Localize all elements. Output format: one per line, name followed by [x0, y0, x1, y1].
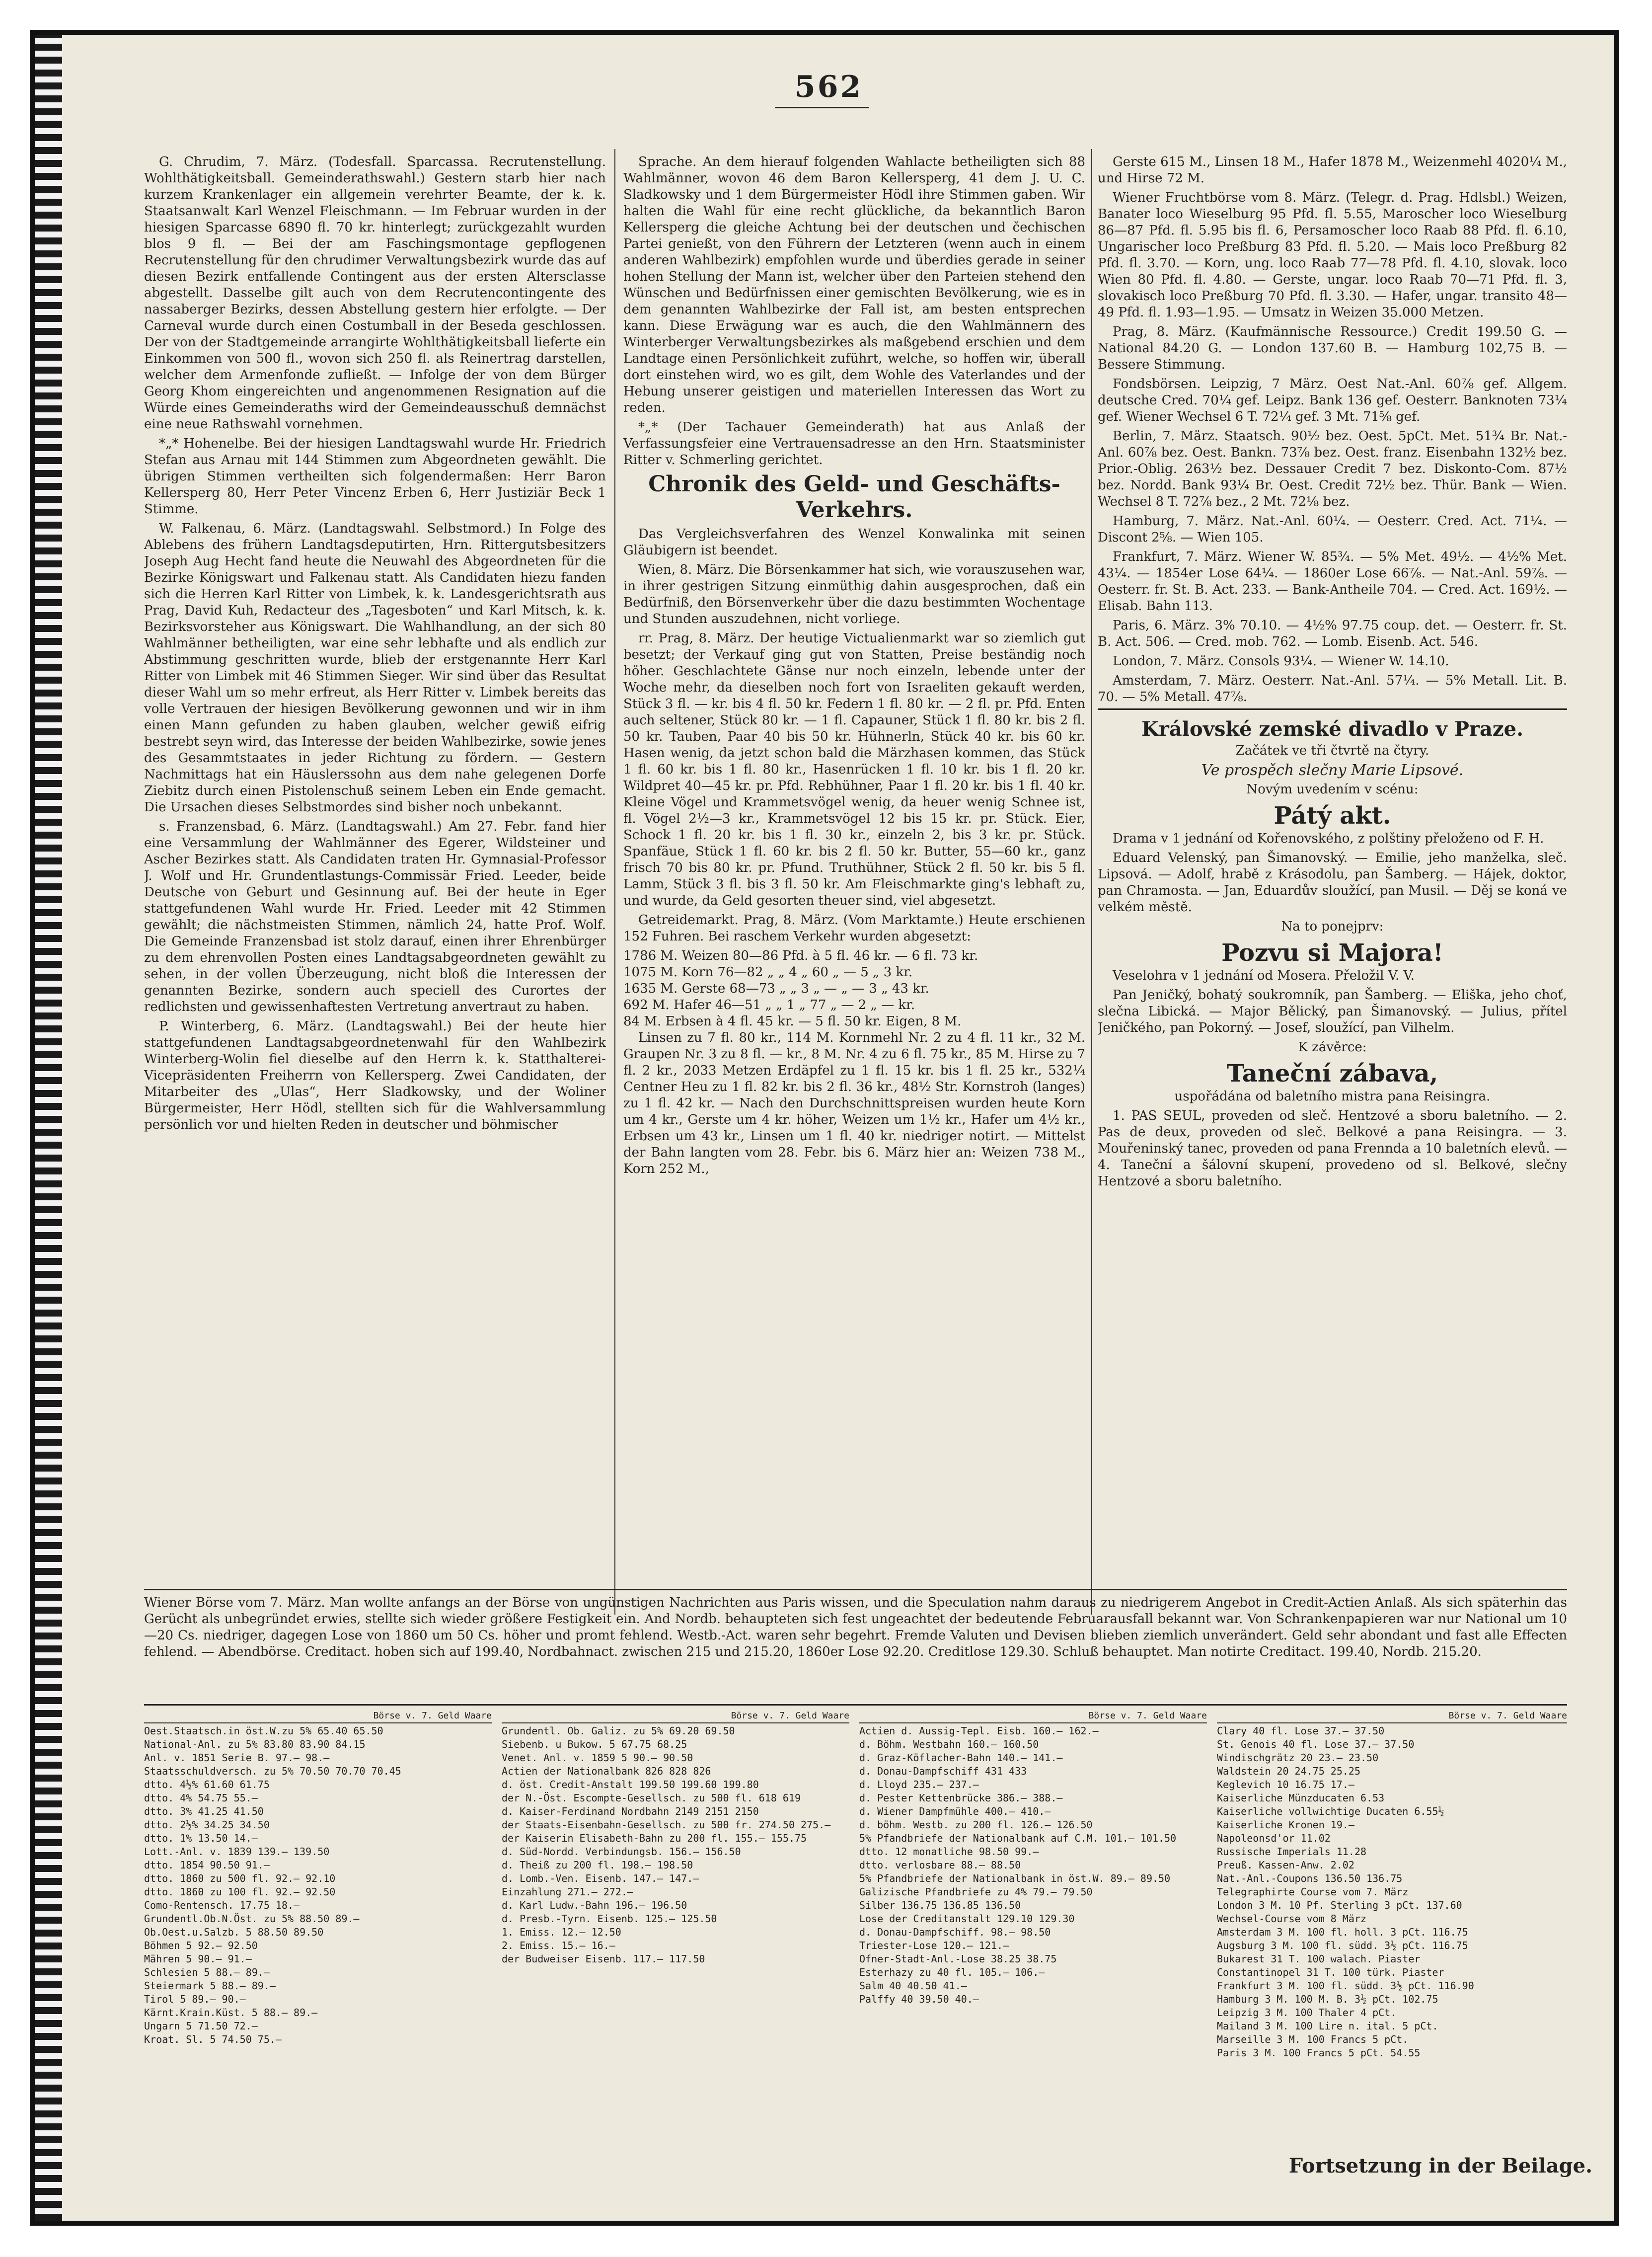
- table-row: 1. Emiss. 12.— 12.50: [502, 1926, 621, 1938]
- table-row: Tirol 5 89.— 90.—: [144, 1993, 246, 2005]
- table-row: Nat.-Anl.-Coupons 136.50 136.75: [1217, 1872, 1403, 1884]
- table-row: Steiermark 5 88.— 89.—: [144, 1980, 276, 1992]
- table-row: Mähren 5 90.— 91.—: [144, 1953, 252, 1965]
- table-row: Ob.Oest.u.Salzb. 5 88.50 89.50: [144, 1926, 324, 1938]
- table-row: Frankfurt 3 M. 100 fl. südd. 3½ pCt. 116.90: [1217, 1980, 1474, 1992]
- list-item: 1635 M. Gerste 68—73 „ „ 3 „ — „ — 3 „ 43 kr.: [623, 981, 929, 996]
- article-winterberg-cont: Sprache. An dem hierauf folgenden Wahlacte betheiligten sich 88 Wahlmänner, wovon 46 dem Baron Kellersperg, 41 dem J. U. C. Sladkowsky und 1 dem Bürgermeister Hödl ihre Stimmen gaben. Wir halten die Wahl für eine recht glückliche, da bekanntlich Baron Kellersperg die gleiche Achtung bei der deutschen und čechischen Partei genießt, von den Führern der Letzteren (wenn auch in einem anderen Wahlbezirk) empfohlen wurde und überdies gerade in seiner hohen Stellung der Mann ist, welcher über den Parteien stehend den Wünschen und Bedürfnissen einer gemischten Bevölkerung, wie es in dem genannten Wahlbezirke der Fall ist, am besten entsprechen kann. Diese Erwägung war es auch, die den Wahlmännern des Winterberger Verwaltungsbezirkes als maßgebend erschien und dem Landtage einen Persönlichkeit zuführt, welche, so hoffen wir, überall dort einstehen wird, wo es gilt, dem Wohle des Vaterlandes und der Hebung unserer geistigen und materiellen Interessen das Wort zu reden.: [623, 155, 1085, 415]
- table-row: d. böhm. Westb. zu 200 fl. 126.— 126.50: [859, 1819, 1093, 1831]
- table-row: Palffy 40 39.50 40.—: [859, 1993, 979, 2005]
- table-row: d. Süd-Nordd. Verbindungsb. 156.— 156.50: [502, 1846, 741, 1858]
- play2-desc: Veselohra v 1 jednání od Mosera. Přeložil V. V.: [1113, 968, 1415, 983]
- table-row: Actien d. Aussig-Tepl. Eisb. 160.— 162.—: [859, 1725, 1099, 1737]
- table-row: dtto. 4% 54.75 55.—: [144, 1792, 258, 1804]
- table-header: Börse v. 7. Geld Waare: [502, 1709, 849, 1723]
- table-row: 5% Pfandbriefe der Nationalbank auf C.M. 101.— 101.50: [859, 1832, 1177, 1844]
- theatre-start: Začátek ve tři čtvrtě na čtyry.: [1235, 743, 1429, 758]
- column-3: [1098, 154, 1567, 1615]
- table-row: Preuß. Kassen-Anw. 2.02: [1217, 1859, 1354, 1871]
- list-item: 1786 M. Weizen 80—86 Pfd. à 5 fl. 46 kr. — 6 fl. 73 kr.: [623, 948, 978, 963]
- table-row: Actien der Nationalbank 826 828 826: [502, 1765, 711, 1777]
- table-row: Paris 3 M. 100 Francs 5 pCt. 54.55: [1217, 2047, 1421, 2059]
- play1-title: Pátý akt.: [1274, 802, 1391, 830]
- table-row: dtto. 1860 zu 500 fl. 92.— 92.10: [144, 1872, 336, 1884]
- section-heading-chronik: Chronik des Geld- und Geschäfts-Verkehrs.: [648, 471, 1060, 523]
- article-tachau: *„* (Der Tachauer Gemeinderath) hat aus Anlaß der Verfassungsfeier eine Vertrauensadresse an den Hrn. Staatsminister Ritter v. Schmerling gerichtet.: [623, 420, 1085, 467]
- table-row: dtto. verlosbare 88.— 88.50: [859, 1859, 1021, 1871]
- article-prag-market: rr. Prag, 8. März. Der heutige Victualienmarkt war so ziemlich gut besetzt; der Verkauf ging gut von Statten, Preise beständig noch höher. Geschlachtete Gänse nur noch einzeln, lebende unter der Woche mehr, da dieselben noch fort von Israeliten gekauft werden, Stück 3 fl. — kr. bis 4 fl. 50 kr. Federn 1 fl. 80 kr. — 2 fl. pr. Pfd. Enten auch seltener, Stück 80 kr. — 1 fl. Capauner, Stück 1 fl. 80 kr. bis 2 fl. 50 kr. Tauben, Paar 40 bis 50 kr. Hühnerln, Stück 40 kr. bis 60 kr. Hasen wenig, da jetzt schon bald die Märzhasen kommen, das Stück 1 fl. 60 kr. bis 1 fl. 80 kr., Hasenrücken 1 fl. 10 kr. bis 1 fl. 20 kr. Wildpret 40—45 kr. pr. Pfd. Rebhühner, Paar 1 fl. 20 kr. bis 1 fl. 40 kr. Kleine Vögel und Krammetsvögel wenig, da heuer wenig Schnee ist, fl. Vögel 2½—3 kr., Krammetsvögel 12 bis 15 kr. pr. Stück. Eier, Schock 1 fl. 20 kr. bis 1 fl. 30 kr., einzeln 2, bis 3 kr. pr. Stück. Spanfäue, Stück 1 fl. 60 kr. bis 2 fl. 50 kr. Butter, 55—60 kr., ganz frisch 70 bis 80 kr. pr. Pfund. Truthühner, Stück 2 fl. 50 kr. bis 5 fl. Lamm, Stück 3 fl. bis 3 fl. 50 kr. Am Fleischmarkte ging's lebhaft zu, und wurde, da Geld gesorten theuer sind, viel abgesetzt.: [623, 631, 1085, 908]
- table-row: Leipzig 3 M. 100 Thaler 4 pCt.: [1217, 2007, 1397, 2019]
- page-number: 562: [795, 70, 863, 104]
- column-2: [623, 154, 1085, 1615]
- table-row: Kroat. Sl. 5 74.50 75.—: [144, 2033, 282, 2045]
- theatre-benefit: Ve prospěch slečny Marie Lipsové.: [1201, 762, 1464, 779]
- table-row: Grundentl. Ob. Galiz. zu 5% 69.20 69.50: [502, 1725, 735, 1737]
- article-franzensbad: s. Franzensbad, 6. März. (Landtagswahl.) Am 27. Febr. fand hier eine Versammlung der Wahlmänner des Egerer, Wildsteiner und Ascher Bezirkes statt. Als Candidaten traten Hr. Gymnasial-Professor J. Wolf und Hr. Grundentlastungs-Commissär Fried. Leeder, beide Deutsche von Geburt und Gesinnung auf. Bei der heute in Eger stattgefundenen Wahl wurde Hr. Fried. Leeder mit 42 Stimmen gewählt; die nächstmeisten Stimmen, nämlich 24, hatte Prof. Wolf. Die Gemeinde Franzensbad ist stolz darauf, einen ihrer Ehrenbürger zu dem ehrenvollen Posten eines Landtagsabgeordneten gewählt zu sehen, in der vollen Überzeugung, nicht bloß die Interessen der genannten Bezirke, sondern auch speciell des Curortes der redlichsten und gewissenhaftesten Vertretung anvertraut zu haben.: [144, 819, 606, 1014]
- column-1: [144, 154, 606, 1615]
- table-row: Schlesien 5 88.— 89.—: [144, 1966, 270, 1978]
- article-konwalinka: Das Vergleichsverfahren des Wenzel Konwalinka mit seinen Gläubigern ist beendet.: [623, 527, 1085, 558]
- table-row: dtto. 3% 41.25 41.50: [144, 1805, 264, 1817]
- table-row: Galizische Pfandbriefe zu 4% 79.— 79.50: [859, 1886, 1093, 1898]
- list-item: 692 M. Hafer 46—51 „ „ 1 „ 77 „ — 2 „ — kr.: [623, 998, 915, 1012]
- article-falkenau: W. Falkenau, 6. März. (Landtagswahl. Selbstmord.) In Folge des Ablebens des frühern Landtagsdeputirten, Hrn. Rittergutsbesitzers Joseph Aug Hecht fand heute die Neuwahl des Abgeordneten für die Bezirke Königswart und Falkenau statt. Als Candidaten hiezu fanden sich die Herren Karl Ritter von Limbek, k. k. Landesgerichtsrath aus Prag, David Kuh, Redacteur des „Tagesboten“ und Karl Mitsch, k. k. Bezirksvorsteher aus Königswart. Die Wahlhandlung, an der sich 80 Wahlmänner betheiligten, war eine sehr lebhafte und als endlich zur Abstimmung geschritten wurde, blieb der erstgenannte Herr Karl Ritter von Limbek mit 46 Stimmen Sieger. Wir sind über das Resultat dieser Wahl um so mehr erfreut, als Herr Ritter v. Limbek bereits das volle Vertrauen der hiesigen Bevölkerung gewonnen und wir in ihm einen Mann gefunden zu haben glauben, welcher gewiß eifrig bestrebt seyn wird, das Interesse der beiden Wahlbezirke, sowie jenes des Gesammtstaates in jeder Richtung zu fördern. — Gestern Nachmittags hat ein Häuslerssohn aus dem nahe gelegenen Dorfe Ziebitz durch einen Pistolenschuß seinem Leben ein Ende gemacht. Die Ursachen dieses Selbstmordes sind bisher noch unbekannt.: [144, 521, 606, 815]
- table-row: d. Donau-Dampfschiff. 98.— 98.50: [859, 1926, 1051, 1938]
- binding-edge: [35, 35, 62, 2221]
- theatre-announcement: [1098, 708, 1567, 1190]
- table-row: Windischgrätz 20 23.— 23.50: [1217, 1752, 1379, 1764]
- table-row: Triester-Lose 120.— 121.—: [859, 1940, 1009, 1951]
- article-leipzig: Fondsbörsen. Leipzig, 7 März. Oest Nat.-Anl. 60⅞ gef. Allgem. deutsche Cred. 70¼ gef. Leipz. Bank 136 gef. Oesterr. Banknoten 73¼ gef. Wiener Wechsel 6 T. 72¼ gef. 3 Mt. 71⅝ gef.: [1098, 377, 1567, 424]
- table-row: d. Wiener Dampfmühle 400.— 410.—: [859, 1805, 1051, 1817]
- column-divider: [1091, 149, 1092, 1615]
- dance-items: 1. PAS SEUL, proveden od sleč. Hentzové a sboru baletního. — 2. Pas de deux, proveden od sleč. Belkové a pana Reisingra. — 3. Mouřeninský tanec, proveden od pana Frennda a 10 baletních elevů. — 4. Taneční a šálovní skupení, provedeno od sl. Belkové, slečny Hentzové a sboru baletního.: [1098, 1108, 1567, 1189]
- table-row: St. Genois 40 fl. Lose 37.— 37.50: [1217, 1738, 1415, 1750]
- table-row: Kärnt.Krain.Küst. 5 88.— 89.—: [144, 2007, 318, 2019]
- article-berlin: Berlin, 7. März. Staatsch. 90½ bez. Oest. 5pCt. Met. 51¾ Br. Nat.-Anl. 60⅞ bez. Oest. Bankn. 73⅞ bez. Oest. franz. Eisenbahn 132½ bez. Prior.-Oblig. 263½ bez. Dessauer Credit 7 bez. Diskonto-Com. 87½ bez. Nordd. Bank 93¼ Br. Oest. Credit 72½ bez. Thür. Bank — Wien. Wechsel 8 T. 72⅞ bez., 2 Mt. 72⅛ bez.: [1098, 429, 1567, 509]
- article-getreidemarkt-cont: Linsen zu 7 fl. 80 kr., 114 M. Kornmehl Nr. 2 zu 4 fl. 11 kr., 32 M. Graupen Nr. 3 zu 8 fl. — kr., 8 M. Nr. 4 zu 6 fl. 75 kr., 85 M. Hirse zu 7 fl. 2 kr., 2033 Metzen Erdäpfel zu 1 fl. 15 kr. bis 1 fl. 25 kr., 532¼ Centner Heu zu 1 fl. 82 kr. bis 2 fl. 36 kr., 48½ Str. Kornstroh (langes) zu 1 fl. 42 kr. — Nach den Durchschnittspreisen wurden heute Korn um 4 kr., Gerste um 4 kr. höher, Weizen um 1½ kr., Hafer um 4½ kr., Erbsen um 43 kr., Linsen um 1 fl. 40 kr. niedriger notirt. — Mittelst der Bahn langten vom 28. Febr. bis 6. März hier an: Weizen 738 M., Korn 252 M.,: [623, 1030, 1085, 1176]
- table-row: der Kaiserin Elisabeth-Bahn zu 200 fl. 155.— 155.75: [502, 1832, 807, 1844]
- table-4: [1217, 1709, 1567, 2146]
- table-header: Börse v. 7. Geld Waare: [144, 1709, 492, 1723]
- section-rule: [144, 1589, 1567, 1590]
- table-row: Ungarn 5 71.50 72.—: [144, 2020, 258, 2032]
- table-row: d. Pester Kettenbrücke 386.— 388.—: [859, 1792, 1063, 1804]
- table-row: d. Presb.-Tyrn. Eisenb. 125.— 125.50: [502, 1913, 717, 1925]
- table-row: Wechsel-Course vom 8 März: [1217, 1913, 1367, 1925]
- table-row: d. Kaiser-Ferdinand Nordbahn 2149 2151 2150: [502, 1805, 759, 1817]
- table-row: Marseille 3 M. 100 Francs 5 pCt.: [1217, 2033, 1409, 2045]
- article-london: London, 7. März. Consols 93¼. — Wiener W. 14.10.: [1113, 654, 1449, 669]
- table-row: Amsterdam 3 M. 100 fl. holl. 3 pCt. 116.75: [1217, 1926, 1468, 1938]
- table-row: Kaiserliche Münzducaten 6.53: [1217, 1792, 1385, 1804]
- continuation-note: Fortsetzung in der Beilage.: [1288, 2154, 1592, 2178]
- dance-desc: uspořádána od baletního mistra pana Reisingra.: [1174, 1089, 1491, 1104]
- table-row: Grundentl.Ob.N.Öst. zu 5% 88.50 89.—: [144, 1913, 360, 1925]
- theatre-end: K závěrce:: [1298, 1040, 1367, 1055]
- table-row: Silber 136.75 136.85 136.50: [859, 1899, 1021, 1911]
- table-row: dtto. 12 monatliche 98.50 99.—: [859, 1846, 1039, 1858]
- table-row: Como-Rentensch. 17.75 18.—: [144, 1899, 300, 1911]
- table-row: Kaiserliche Kronen 19.—: [1217, 1819, 1354, 1831]
- exchange-tables: [144, 1709, 1567, 2156]
- table-row: d. Theiß zu 200 fl. 198.— 198.50: [502, 1859, 693, 1871]
- table-row: d. Graz-Köflacher-Bahn 140.— 141.—: [859, 1752, 1063, 1764]
- article-grain-arrivals: Gerste 615 M., Linsen 18 M., Hafer 1878 M., Weizenmehl 4020¼ M., und Hirse 72 M.: [1098, 155, 1567, 186]
- article-fruchtboerse: Wiener Fruchtbörse vom 8. März. (Telegr. d. Prag. Hdlsbl.) Weizen, Banater loco Wieselburg 95 Pfd. fl. 5.55, Maroscher loco Wieselburg 86—87 Pfd. fl. 5.95 bis fl. 6, Persamoscher loco Raab 88 Pfd. fl. 6.10, Ungarischer loco Preßburg 83 Pfd. fl. 5.20. — Mais loco Preßburg 82 Pfd. fl. 3.70. — Korn, ung. loco Raab 77—78 Pfd. fl. 4.10, slovak. loco Wien 80 Pfd. fl. 4.80. — Gerste, ungar. loco Raab 70—71 Pfd. fl. 3, slovakisch loco Preßburg 70 Pfd. fl. 3.30. — Hafer, ungar. transito 48—49 Pfd. fl. 1.93—1.95. — Umsatz in Weizen 35.000 Metzen.: [1098, 190, 1567, 320]
- list-item: 1075 M. Korn 76—82 „ „ 4 „ 60 „ — 5 „ 3 kr.: [623, 965, 913, 980]
- table-1: [144, 1709, 492, 2146]
- theatre-new: Novým uvedením v scénu:: [1246, 782, 1419, 797]
- table-row: Venet. Anl. v. 1859 5 90.— 90.50: [502, 1752, 693, 1764]
- article-wien: Wien, 8. März. Die Börsenkammer hat sich, wie vorauszusehen war, in ihrer gestrigen Sitzung einmüthig dahin ausgesprochen, daß ein Bedürfniß, den Börsenverkehr über die dazu bestimmten Wochentage und Stunden auszudehnen, nicht vorliege.: [623, 562, 1085, 626]
- play2-title: Pozvu si Majora!: [1221, 939, 1443, 967]
- table-row: Lose der Creditanstalt 129.10 129.30: [859, 1913, 1075, 1925]
- article-hohenelbe: *„* Hohenelbe. Bei der hiesigen Landtagswahl wurde Hr. Friedrich Stefan aus Arnau mit 144 Stimmen zum Abgeordneten gewählt. Die übrigen Stimmen vertheilten sich folgendermaßen: Herr Baron Kellersperg 80, Herr Peter Vincenz Erben 6, Herr Justiziär Beck 1 Stimme.: [144, 436, 606, 517]
- table-row: Ofner-Stadt-Anl.-Lose 38.25 38.75: [859, 1953, 1057, 1965]
- table-row: Anl. v. 1851 Serie B. 97.— 98.—: [144, 1752, 330, 1764]
- list-item: 84 M. Erbsen à 4 fl. 45 kr. — 5 fl. 50 kr. Eigen, 8 M.: [623, 1014, 962, 1029]
- page-number-rule: [775, 107, 869, 108]
- article-chrudim: G. Chrudim, 7. März. (Todesfall. Sparcassa. Recrutenstellung. Wohlthätigkeitsball. Gemeinderathswahl.) Gestern starb hier nach kurzem Krankenlager ein allgemein verehrter Beamte, der k. k. Staatsanwalt Karl Wenzel Fleischmann. — Im Februar wurden in der hiesigen Sparcasse 6890 fl. 70 kr. hinterlegt; zurückgezahlt wurden blos 9 fl. — Bei der am Faschingsmontage gepflogenen Recrutenstellung für den chrudimer Verwaltungsbezirk wurde das auf diesen Bezirk entfallende Contingent aus der ersten Altersclasse abgestellt. Dasselbe gilt auch von dem Recrutencontingente des nassaberger Bezirks, dessen Abstellung gestern hier erfolgte. — Der Carneval wurde durch einen Costumball in der Beseda geschlossen. Der von der Stadtgemeinde arrangirte Wohlthätigkeitsball lieferte ein Einkommen von 500 fl., wovon sich 250 fl. als Reinertrag darstellen, welcher dem Armenfonde zufließt. — Infolge der von dem Bürger Georg Khom eingereichten und angenommenen Resignation auf die Würde eines Gemeinderaths wird der Gemeindeausschuß demnächst eine neue Rathswahl vornehmen.: [144, 155, 606, 432]
- table-row: d. öst. Credit-Anstalt 199.50 199.60 199.80: [502, 1779, 759, 1790]
- table-row: Bukarest 31 T. 100 walach. Piaster: [1217, 1953, 1421, 1965]
- table-row: Salm 40 40.50 41.—: [859, 1980, 967, 1992]
- article-winterberg: P. Winterberg, 6. März. (Landtagswahl.) Bei der heute hier stattgefundenen Landtagsabgeordnetenwahl für den Wahlbezirk Winterberg-Wolin fiel dieselbe auf den Herrn k. k. Statthalterei-Vicepräsidenten Freiherrn von Kellersperg. Zwei Candidaten, der Mitarbeiter des „Ulas“, Herr Sladkowsky, und der Woliner Bürgermeister, Herr Hödl, stellten sich für die Wahlversammlung persönlich vor und hielten Reden in deutscher und böhmischer: [144, 1019, 606, 1132]
- table-row: d. Lomb.-Ven. Eisenb. 147.— 147.—: [502, 1872, 699, 1884]
- table-row: der Budweiser Eisenb. 117.— 117.50: [502, 1953, 705, 1965]
- table-row: 2. Emiss. 15.— 16.—: [502, 1940, 615, 1951]
- table-row: dtto. 1% 13.50 14.—: [144, 1832, 258, 1844]
- table-row: Hamburg 3 M. 100 M. B. 3½ pCt. 102.75: [1217, 1993, 1438, 2005]
- table-row: Telegraphirte Course vom 7. März: [1217, 1886, 1409, 1898]
- table-row: dtto. 4½% 61.60 61.75: [144, 1779, 270, 1790]
- article-getreidemarkt: Getreidemarkt. Prag, 8. März. (Vom Marktamte.) Heute erschienen 152 Fuhren. Bei raschem Verkehr wurden abgesetzt:: [623, 913, 1085, 944]
- table-row: Oest.Staatsch.in öst.W.zu 5% 65.40 65.50: [144, 1725, 383, 1737]
- table-row: Staatsschuldversch. zu 5% 70.50 70.70 70.45: [144, 1765, 401, 1777]
- table-row: d. Donau-Dampfschiff 431 433: [859, 1765, 1027, 1777]
- theatre-title: Královské zemské divadlo v Praze.: [1141, 717, 1523, 741]
- article-hamburg: Hamburg, 7. März. Nat.-Anl. 60¼. — Oesterr. Cred. Act. 71¼. — Discont 2⅝. — Wien 105.: [1098, 514, 1567, 545]
- section-rule: [144, 1704, 1567, 1706]
- table-row: dtto. 2½% 34.25 34.50: [144, 1819, 270, 1831]
- table-row: Esterhazy zu 40 fl. 105.— 106.—: [859, 1966, 1045, 1978]
- article-amsterdam: Amsterdam, 7. März. Oesterr. Nat.-Anl. 57¼. — 5% Metall. Lit. B. 70. — 5% Metall. 47⅞.: [1098, 673, 1567, 704]
- table-2: [502, 1709, 849, 2146]
- table-row: Waldstein 20 24.75 25.25: [1217, 1765, 1360, 1777]
- table-header: Börse v. 7. Geld Waare: [1217, 1709, 1567, 1723]
- table-row: Einzahlung 271.— 272.—: [502, 1886, 633, 1898]
- table-row: Lott.-Anl. v. 1839 139.— 139.50: [144, 1846, 330, 1858]
- table-row: Mailand 3 M. 100 Lire n. ital. 5 pCt.: [1217, 2020, 1438, 2032]
- table-row: Constantinopel 31 T. 100 türk. Piaster: [1217, 1966, 1444, 1978]
- table-row: d. Karl Ludw.-Bahn 196.— 196.50: [502, 1899, 687, 1911]
- table-row: dtto. 1860 zu 100 fl. 92.— 92.50: [144, 1886, 336, 1898]
- table-row: Russische Imperials 11.28: [1217, 1846, 1367, 1858]
- grain-list: [623, 948, 1085, 1030]
- play2-cast: Pan Jeničký, bohatý soukromník, pan Šamberg. — Eliška, jeho choť, slečna Libická. — Major Bělický, pan Šimanovský. — Julius, přítel Jeničkého, pan Pokorný. — Josef, sloužící, pan Vilhelm.: [1098, 988, 1567, 1035]
- table-3: [859, 1709, 1207, 2146]
- table-row: Siebenb. u Bukow. 5 67.75 68.25: [502, 1738, 687, 1750]
- table-row: Napoleonsd'or 11.02: [1217, 1832, 1331, 1844]
- table-row: der N.-Öst. Escompte-Gesellsch. zu 500 fl. 618 619: [502, 1792, 801, 1804]
- play1-desc: Drama v 1 jednání od Kořenovského, z polštiny přeloženo od F. H.: [1113, 831, 1544, 846]
- table-row: d. Böhm. Westbahn 160.— 160.50: [859, 1738, 1039, 1750]
- table-row: Böhmen 5 92.— 92.50: [144, 1940, 258, 1951]
- table-row: 5% Pfandbriefe der Nationalbank in öst.W. 89.— 89.50: [859, 1872, 1171, 1884]
- table-row: Augsburg 3 M. 100 fl. südd. 3½ pCt. 116.75: [1217, 1940, 1468, 1951]
- article-frankfurt: Frankfurt, 7. März. Wiener W. 85¾. — 5% Met. 49½. — 4½% Met. 43¼. — 1854er Lose 64¼. — 1860er Lose 66⅞. — Nat.-Anl. 59⅞. — Oesterr. fr. St. B. Act. 233. — Bank-Antheile 704. — Cred. Act. 169½. — Elisab. Bahn 113.: [1098, 549, 1567, 614]
- table-row: Clary 40 fl. Lose 37.— 37.50: [1217, 1725, 1385, 1737]
- table-row: dtto. 1854 90.50 91.—: [144, 1859, 270, 1871]
- table-row: Keglevich 10 16.75 17.—: [1217, 1779, 1354, 1790]
- column-divider: [614, 149, 615, 1615]
- table-row: London 3 M. 10 Pf. Sterling 3 pCt. 137.60: [1217, 1899, 1462, 1911]
- article-prag-ressource: Prag, 8. März. (Kaufmännische Ressource.) Credit 199.50 G. — National 84.20 G. — London 137.60 B. — Hamburg 102,75 B. — Bessere Stimmung.: [1098, 324, 1567, 372]
- wiener-boerse-report: Wiener Börse vom 7. März. Man wollte anfangs an der Börse von ungünstigen Nachrichten aus Paris wissen, und die Speculation nahm daraus zu niedrigerem Angebot in Credit-Actien Anlaß. Als sich späterhin das Gerücht als unbegründet erwies, stellte sich wieder größere Festigkeit ein. And Nordb. behaupteten sich fest ungeachtet der bedeutende Februarausfall bekannt war. Von Schrankenpapieren war nur National um 10—20 Cs. niedriger, dagegen Lose von 1860 um 50 Cs. höher und promt fehlend. Westb.-Act. waren sehr begehrt. Fremde Valuten und Devisen blieben ziemlich unverändert. Geld sehr abondant und fast alle Effecten fehlend. — Abendbörse. Creditact. hoben sich auf 199.40, Nordbahnact. zwischen 215 und 215.20, 1860er Lose 92.20. Creditlose 129.30. Schluß behauptet. Man notirte Creditact. 199.40, Nordb. 215.20.: [144, 1595, 1567, 1659]
- play1-cast: Eduard Velenský, pan Šimanovský. — Emilie, jeho manželka, sleč. Lipsová. — Adolf, hrabě z Krásodolu, pan Šamberg. — Hájek, doktor, pan Chramosta. — Jan, Eduardův sloužící, pan Musil. — Děj se koná ve velkém městě.: [1098, 851, 1567, 915]
- article-paris: Paris, 6. März. 3% 70.10. — 4½% 97.75 coup. det. — Oesterr. fr. St. B. Act. 506. — Cred. mob. 762. — Lomb. Eisenb. Act. 546.: [1098, 618, 1567, 649]
- table-row: Kaiserliche vollwichtige Ducaten 6.55½: [1217, 1805, 1444, 1817]
- table-row: National-Anl. zu 5% 83.80 83.90 84.15: [144, 1738, 366, 1750]
- table-row: d. Lloyd 235.— 237.—: [859, 1779, 979, 1790]
- table-header: Börse v. 7. Geld Waare: [859, 1709, 1207, 1723]
- table-row: der Staats-Eisenbahn-Gesellsch. zu 500 fr. 274.50 275.—: [502, 1819, 831, 1831]
- dance-title: Taneční zábava,: [1226, 1060, 1438, 1088]
- theatre-next: Na to ponejprv:: [1281, 919, 1384, 934]
